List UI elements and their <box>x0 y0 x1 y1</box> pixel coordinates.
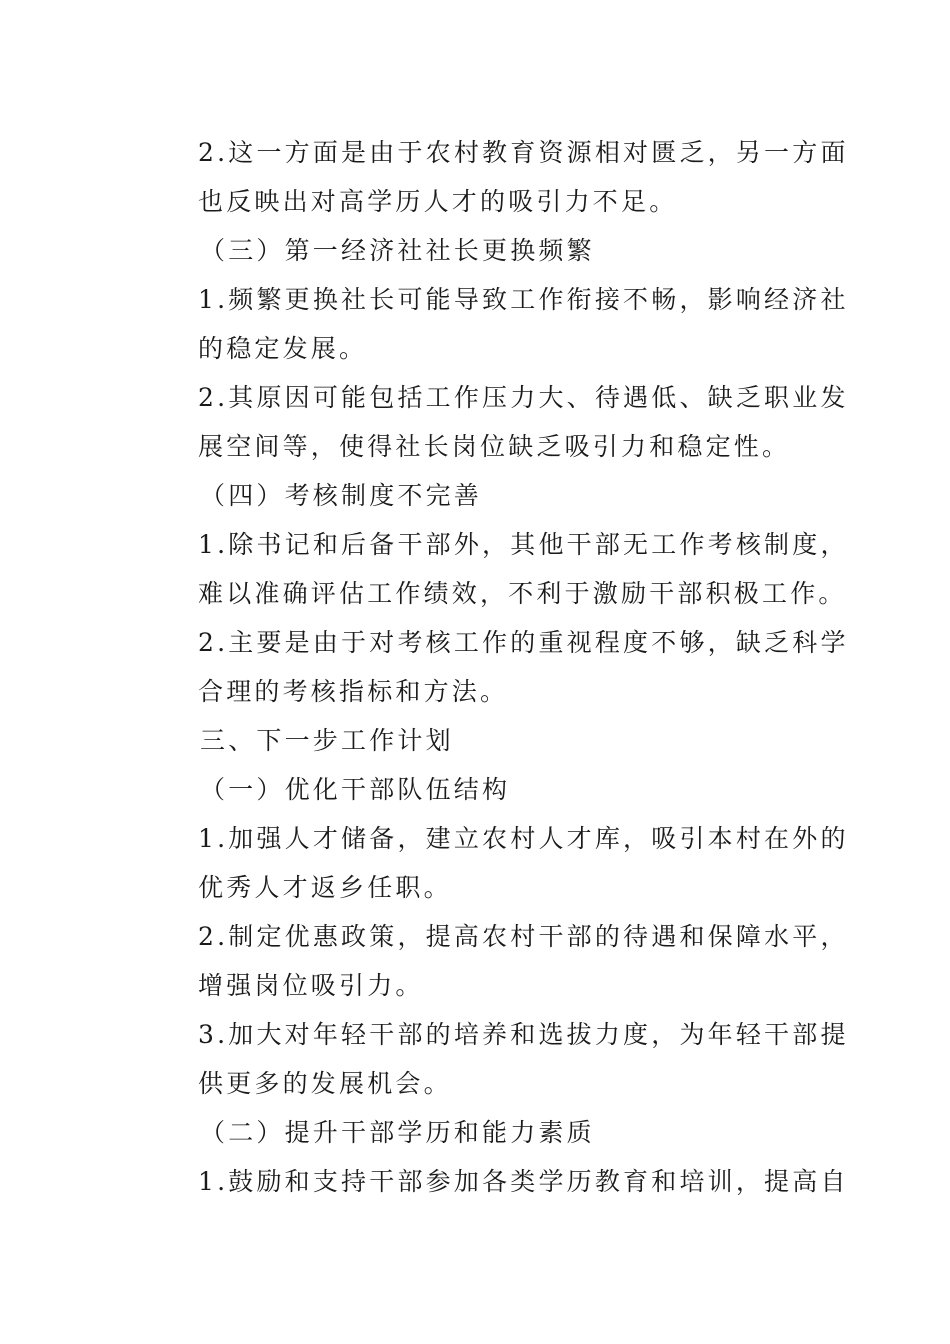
document-body <box>146 128 849 1206</box>
paragraph-line: 1.鼓励和支持干部参加各类学历教育和培训，提高自 <box>198 1167 849 1196</box>
paragraph-line: 3.加大对年轻干部的培养和选拔力度，为年轻干部提 <box>198 1020 849 1049</box>
paragraph-line: 1.加强人才储备，建立农村人才库，吸引本村在外的 <box>198 824 849 853</box>
paragraph-line: 也反映出对高学历人才的吸引力不足。 <box>198 187 678 216</box>
section-heading: （三）第一经济社社长更换频繁 <box>200 236 595 265</box>
paragraph <box>146 275 849 373</box>
paragraph-line: 2.主要是由于对考核工作的重视程度不够，缺乏科学 <box>198 628 849 657</box>
paragraph-line: 2.其原因可能包括工作压力大、待遇低、缺乏职业发 <box>198 383 849 412</box>
section-heading: （二）提升干部学历和能力素质 <box>200 1118 595 1147</box>
paragraph <box>146 1157 849 1206</box>
paragraph-line: 的稳定发展。 <box>198 334 368 363</box>
section-heading: （一）优化干部队伍结构 <box>200 775 511 804</box>
paragraph-line: 2.这一方面是由于农村教育资源相对匮乏，另一方面 <box>198 138 849 167</box>
paragraph-line: 优秀人才返乡任职。 <box>198 873 452 902</box>
paragraph-line: 供更多的发展机会。 <box>198 1069 452 1098</box>
paragraph <box>146 618 849 716</box>
paragraph-line: 1.除书记和后备干部外，其他干部无工作考核制度， <box>198 530 849 559</box>
paragraph-line: 1.频繁更换社长可能导致工作衔接不畅，影响经济社 <box>198 285 849 314</box>
section-heading: （四）考核制度不完善 <box>200 481 483 510</box>
paragraph-line: 展空间等，使得社长岗位缺乏吸引力和稳定性。 <box>198 432 791 461</box>
paragraph-line: 2.制定优惠政策，提高农村干部的待遇和保障水平， <box>198 922 849 951</box>
chapter-heading: 三、下一步工作计划 <box>200 726 454 755</box>
paragraph <box>146 1010 849 1108</box>
paragraph <box>146 814 849 912</box>
paragraph-line: 合理的考核指标和方法。 <box>198 677 509 706</box>
paragraph <box>146 128 849 226</box>
paragraph-line: 难以准确评估工作绩效，不利于激励干部积极工作。 <box>198 579 847 608</box>
paragraph <box>146 912 849 1010</box>
paragraph <box>146 520 849 618</box>
paragraph <box>146 373 849 471</box>
paragraph-line: 增强岗位吸引力。 <box>198 971 424 1000</box>
